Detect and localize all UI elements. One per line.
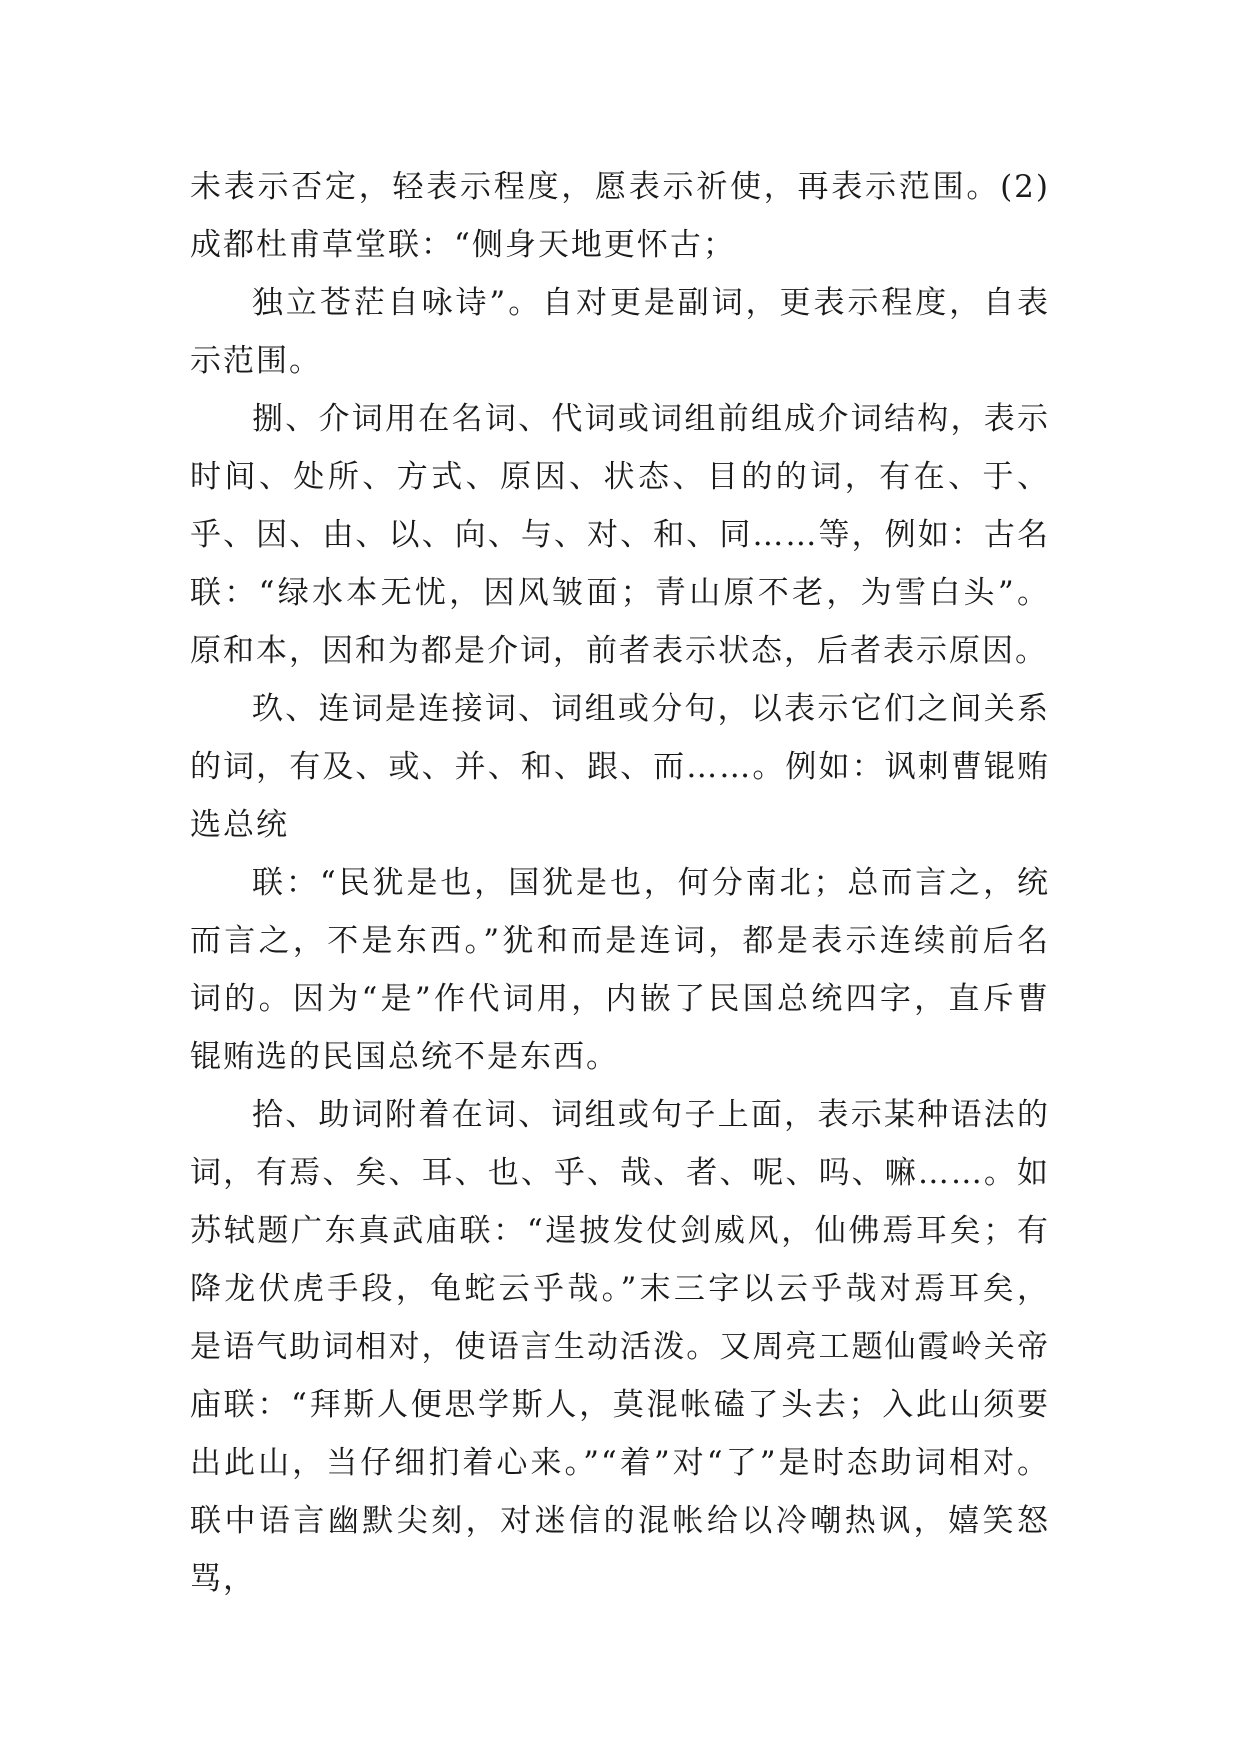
paragraph-1: 未表示否定，轻表示程度，愿表示祈使，再表示范围。(2)成都杜甫草堂联：“侧身天地更怀古； [190, 169, 1050, 263]
paragraph-5: 联：“民犹是也，国犹是也，何分南北；总而言之，统而言之，不是东西。”犹和而是连词，都是表示连续前后名词的。因为“是”作代词用，内嵌了民国总统四字，直斥曹锟贿选的民国总统不是东西。 [190, 865, 1050, 1075]
paragraph-3: 捌、介词用在名词、代词或词组前组成介词结构，表示时间、处所、方式、原因、状态、目的的词，有在、于、乎、因、由、以、向、与、对、和、同……等，例如：古名联：“绿水本无忧，因风皱面；青山原不老，为雪白头”。原和本，因和为都是介词，前者表示状态，后者表示原因。 [190, 401, 1050, 669]
paragraph-4: 玖、连词是连接词、词组或分句，以表示它们之间关系的词，有及、或、并、和、跟、而……。例如：讽刺曹锟贿选总统 [190, 691, 1050, 843]
document-body [190, 158, 1050, 1608]
paragraph-2: 独立苍茫自咏诗”。自对更是副词，更表示程度，自表示范围。 [190, 285, 1050, 379]
paragraph-6: 拾、助词附着在词、词组或句子上面，表示某种语法的词，有焉、矣、耳、也、乎、哉、者、呢、吗、嘛……。如苏轼题广东真武庙联：“逞披发仗剑威风，仙佛焉耳矣；有降龙伏虎手段，龟蛇云乎哉。”末三字以云乎哉对焉耳矣，是语气助词相对，使语言生动活泼。又周亮工题仙霞岭关帝庙联：“拜斯人便思学斯人，莫混帐磕了头去；入此山须要出此山，当仔细扪着心来。”“着”对“了”是时态助词相对。联中语言幽默尖刻，对迷信的混帐给以冷嘲热讽，嬉笑怒骂， [190, 1097, 1050, 1597]
